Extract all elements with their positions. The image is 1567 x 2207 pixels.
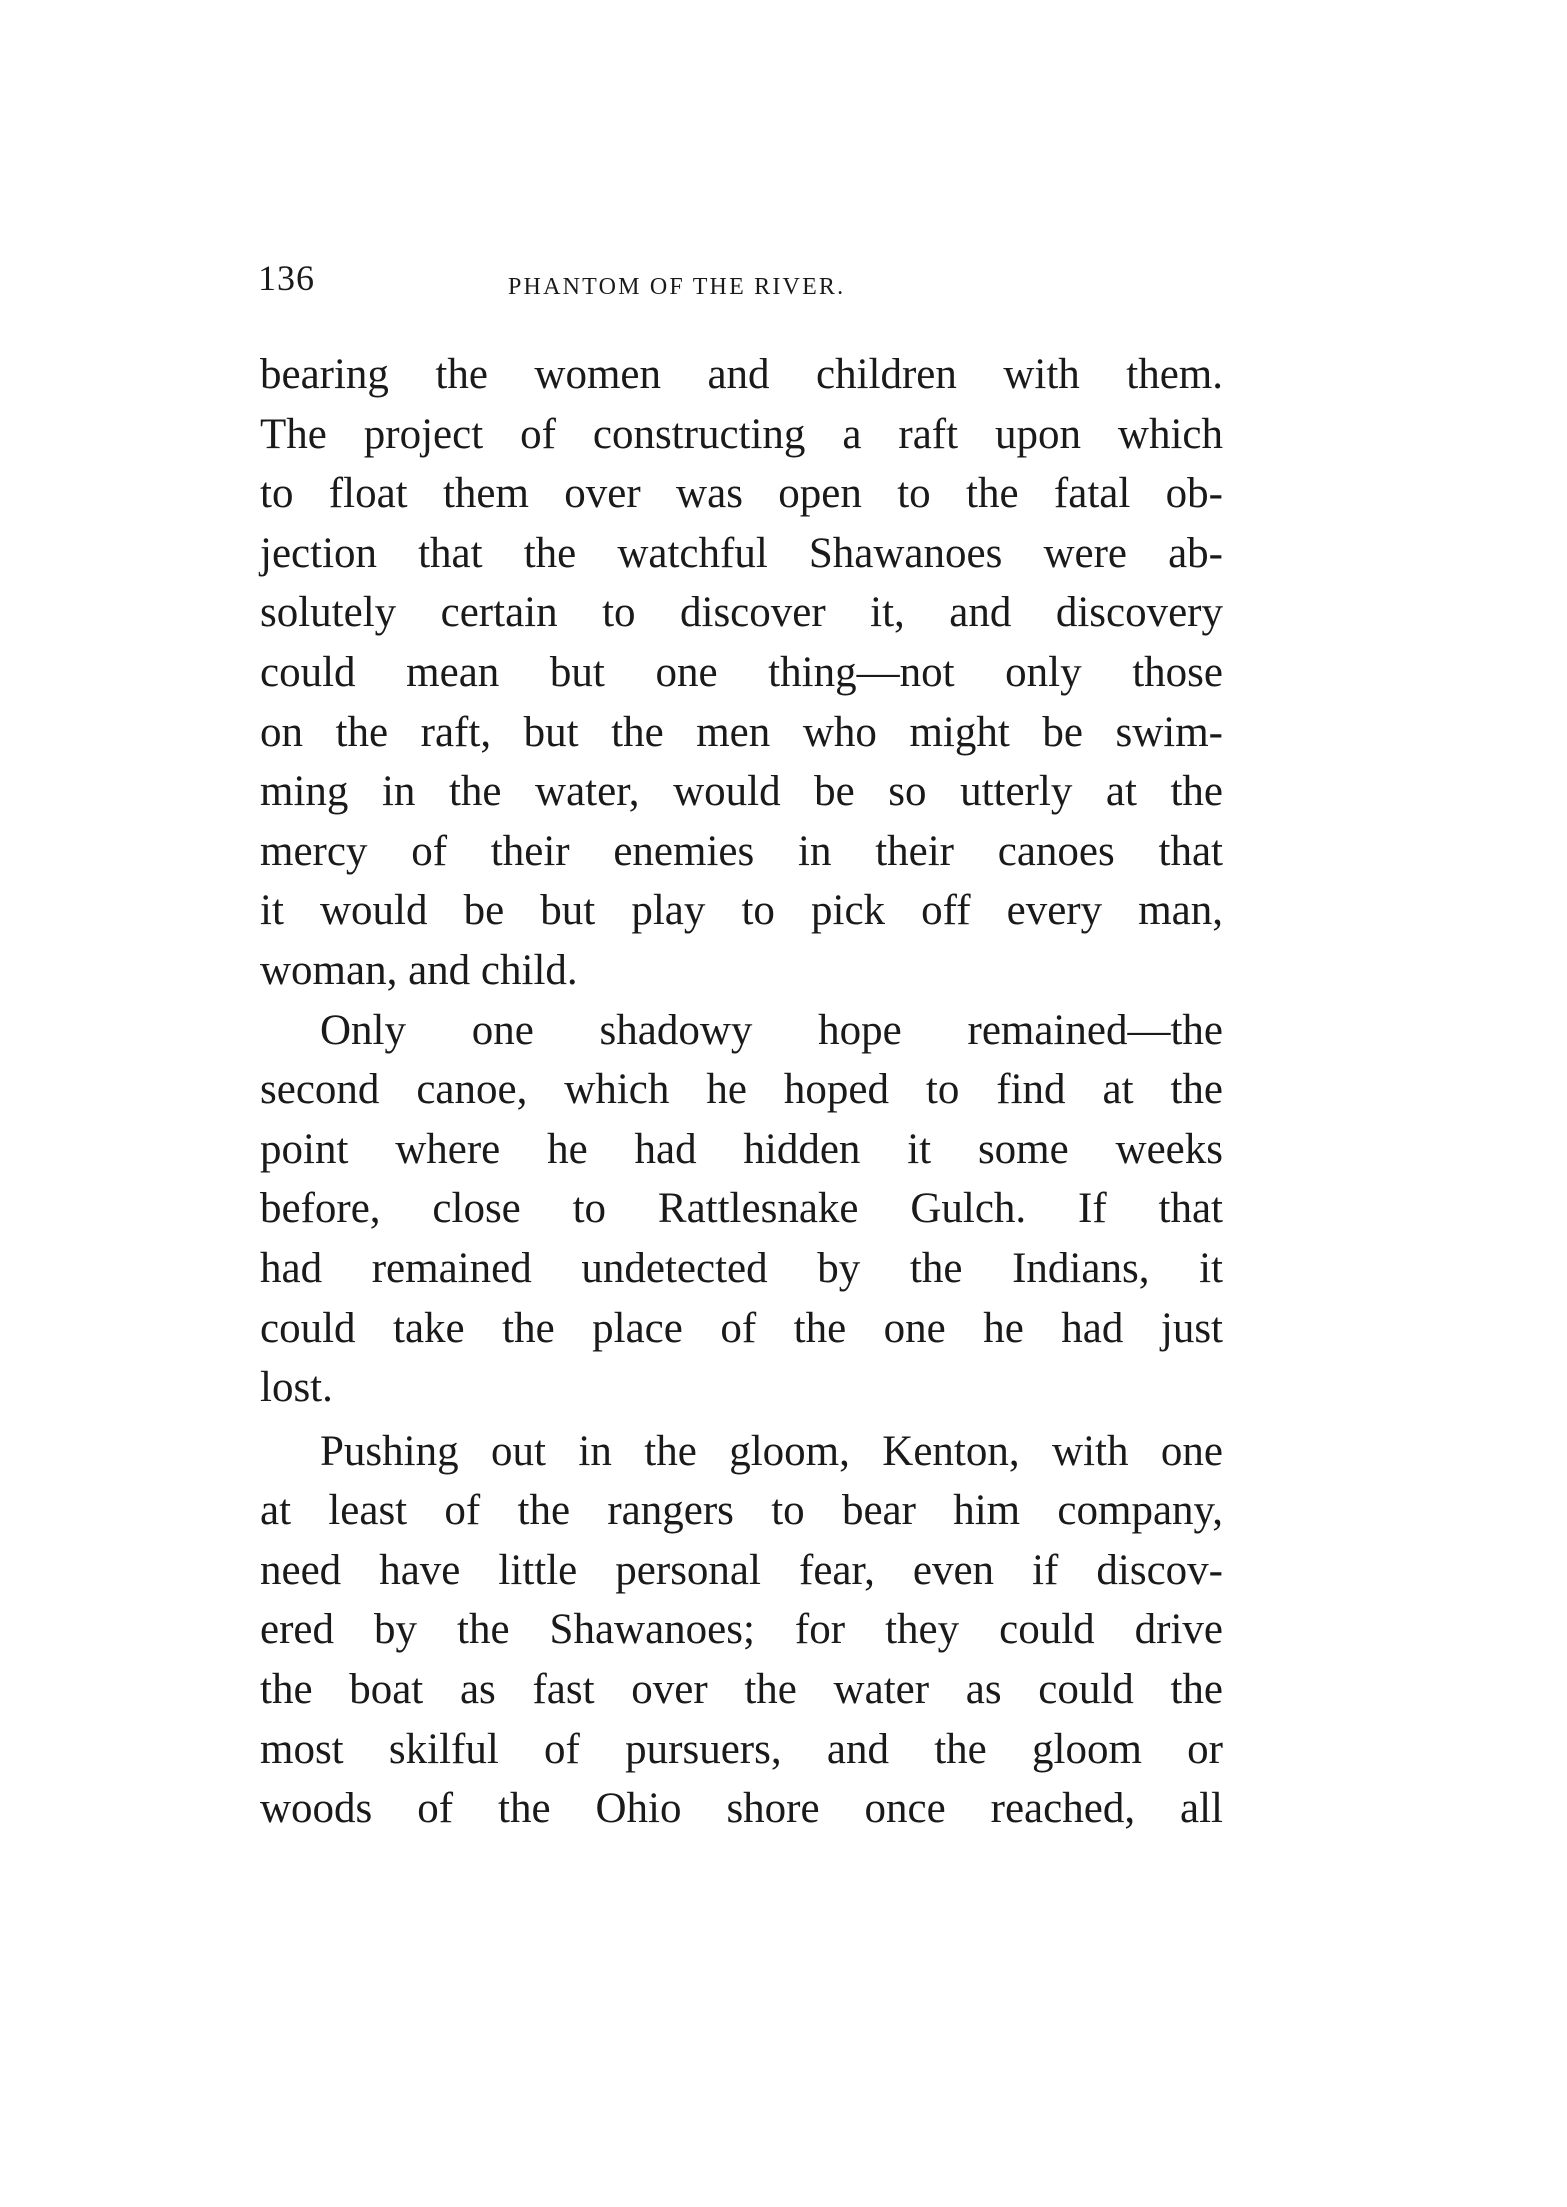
text-line: bearing the women and children with them. <box>260 351 1223 398</box>
text-line: woods of the Ohio shore once reached, all <box>260 1785 1223 1833</box>
text-line: need have little personal fear, even if discov- <box>260 1546 1223 1594</box>
text-line: The project of constructing a raft upon which <box>260 410 1223 458</box>
text-line: ming in the water, would be so utterly at the <box>260 768 1223 816</box>
text-line: Only one shadowy hope remained—the <box>320 1006 1223 1054</box>
text-line: second canoe, which he hoped to find at the <box>260 1066 1223 1114</box>
paragraph-2 <box>260 1001 1223 1418</box>
text-line: to float them over was open to the fatal ob- <box>260 470 1223 518</box>
text-line: before, close to Rattlesnake Gulch. If that <box>260 1185 1223 1233</box>
paragraph-1 <box>260 345 1223 1001</box>
text-line: could mean but one thing—not only those <box>260 648 1223 696</box>
text-line: on the raft, but the men who might be swim- <box>260 708 1223 756</box>
text-line: woman, and child. <box>260 946 578 994</box>
text-line: point where he had hidden it some weeks <box>260 1125 1223 1173</box>
page-number: 136 <box>258 258 315 298</box>
text-line: lost. <box>260 1364 333 1412</box>
text-line: it would be but play to pick off every man, <box>260 887 1223 935</box>
text-line: at least of the rangers to bear him company, <box>260 1487 1223 1535</box>
running-head: PHANTOM OF THE RIVER. <box>508 274 846 300</box>
text-line: Pushing out in the gloom, Kenton, with one <box>320 1427 1223 1475</box>
paragraph-3 <box>260 1422 1223 1839</box>
text-line: ered by the Shawanoes; for they could drive <box>260 1606 1223 1654</box>
text-line: mercy of their enemies in their canoes that <box>260 827 1223 875</box>
page-body <box>260 345 1223 1839</box>
text-line: most skilful of pursuers, and the gloom or <box>260 1725 1223 1773</box>
page-header <box>258 258 1223 308</box>
text-line: jection that the watchful Shawanoes were ab- <box>260 529 1223 577</box>
text-line: could take the place of the one he had just <box>260 1304 1223 1352</box>
text-line: the boat as fast over the water as could the <box>260 1666 1223 1714</box>
text-line: solutely certain to discover it, and discovery <box>260 589 1223 637</box>
text-line: had remained undetected by the Indians, it <box>260 1244 1223 1292</box>
